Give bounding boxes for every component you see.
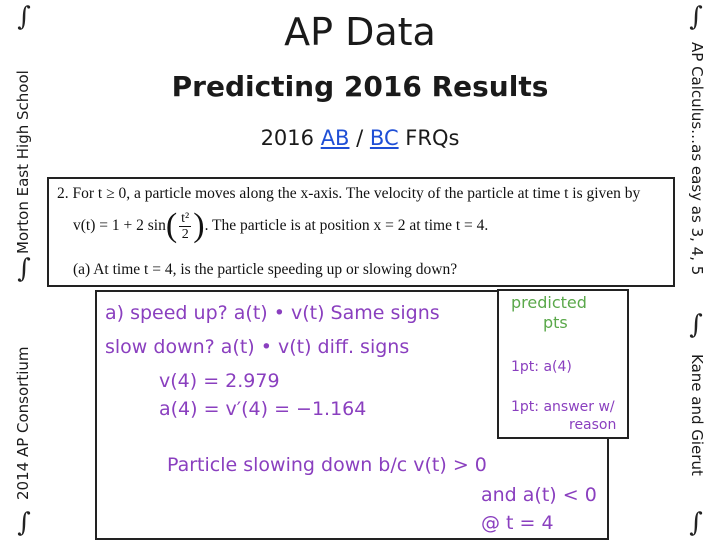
points-item-2: 1pt: answer w/ — [511, 399, 615, 415]
position-condition-text: . The particle is at position x = 2 at time t = 4. — [204, 217, 489, 234]
fraction — [179, 211, 191, 242]
school-name-label: Morton East High School — [14, 70, 32, 254]
consortium-label: 2014 AP Consortium — [14, 346, 32, 500]
solution-line-5: Particle slowing down b/c v(t) > 0 — [167, 454, 487, 476]
bc-frq-link[interactable]: BC — [369, 126, 399, 150]
problem-intro-text: For t ≥ 0, a particle moves along the x-axis. The velocity of the particle at time t is given by — [72, 185, 641, 202]
velocity-formula-start: v(t) = 1 + 2 sin — [73, 217, 166, 234]
solution-line-6: and a(t) < 0 — [481, 484, 597, 506]
solution-line-4: a(4) = v′(4) = −1.164 — [159, 398, 367, 420]
points-heading-1: predicted — [511, 293, 587, 312]
solution-line-1: a) speed up? a(t) • v(t) Same signs — [105, 302, 440, 324]
solution-line-3: v(4) = 2.979 — [159, 370, 280, 392]
slide-subtitle: Predicting 2016 Results — [171, 70, 549, 103]
integral-symbol-bottom-right: ∫ — [689, 508, 703, 538]
solution-line-7: @ t = 4 — [481, 512, 554, 534]
frq-prefix: 2016 — [260, 126, 321, 150]
integral-symbol-top-right: ∫ — [689, 2, 703, 32]
problem-line-2 — [73, 209, 488, 243]
integral-symbol-mid-left: ∫ — [17, 254, 31, 284]
points-item-2-cont: reason — [569, 417, 617, 433]
solution-line-2: slow down? a(t) • v(t) diff. signs — [105, 336, 410, 358]
problem-part-a: (a) At time t = 4, is the particle speeding up or slowing down? — [73, 261, 458, 278]
points-heading-2: pts — [543, 313, 568, 332]
ab-frq-link[interactable]: AB — [320, 126, 350, 150]
problem-number: 2. — [57, 185, 69, 202]
slide-title: AP Data — [284, 10, 436, 54]
course-tagline-label: AP Calculus…as easy as 3, 4, 5 — [688, 42, 706, 276]
frq-separator: / — [349, 126, 370, 150]
frq-heading — [0, 126, 720, 150]
fraction-numerator: t² — [181, 210, 190, 226]
points-item-1: 1pt: a(4) — [511, 359, 572, 375]
frq-suffix: FRQs — [398, 126, 460, 150]
predicted-points-box — [497, 289, 629, 439]
integral-symbol-top-left: ∫ — [17, 2, 31, 32]
authors-label: Kane and Gierut — [688, 354, 706, 476]
open-paren: ( — [165, 207, 178, 244]
close-paren: ) — [193, 207, 205, 244]
integral-symbol-bottom-left: ∫ — [17, 508, 31, 538]
problem-line-1 — [57, 185, 640, 203]
integral-symbol-mid-right: ∫ — [689, 310, 703, 340]
fraction-denominator: 2 — [181, 226, 189, 242]
problem-statement-box — [47, 177, 675, 287]
